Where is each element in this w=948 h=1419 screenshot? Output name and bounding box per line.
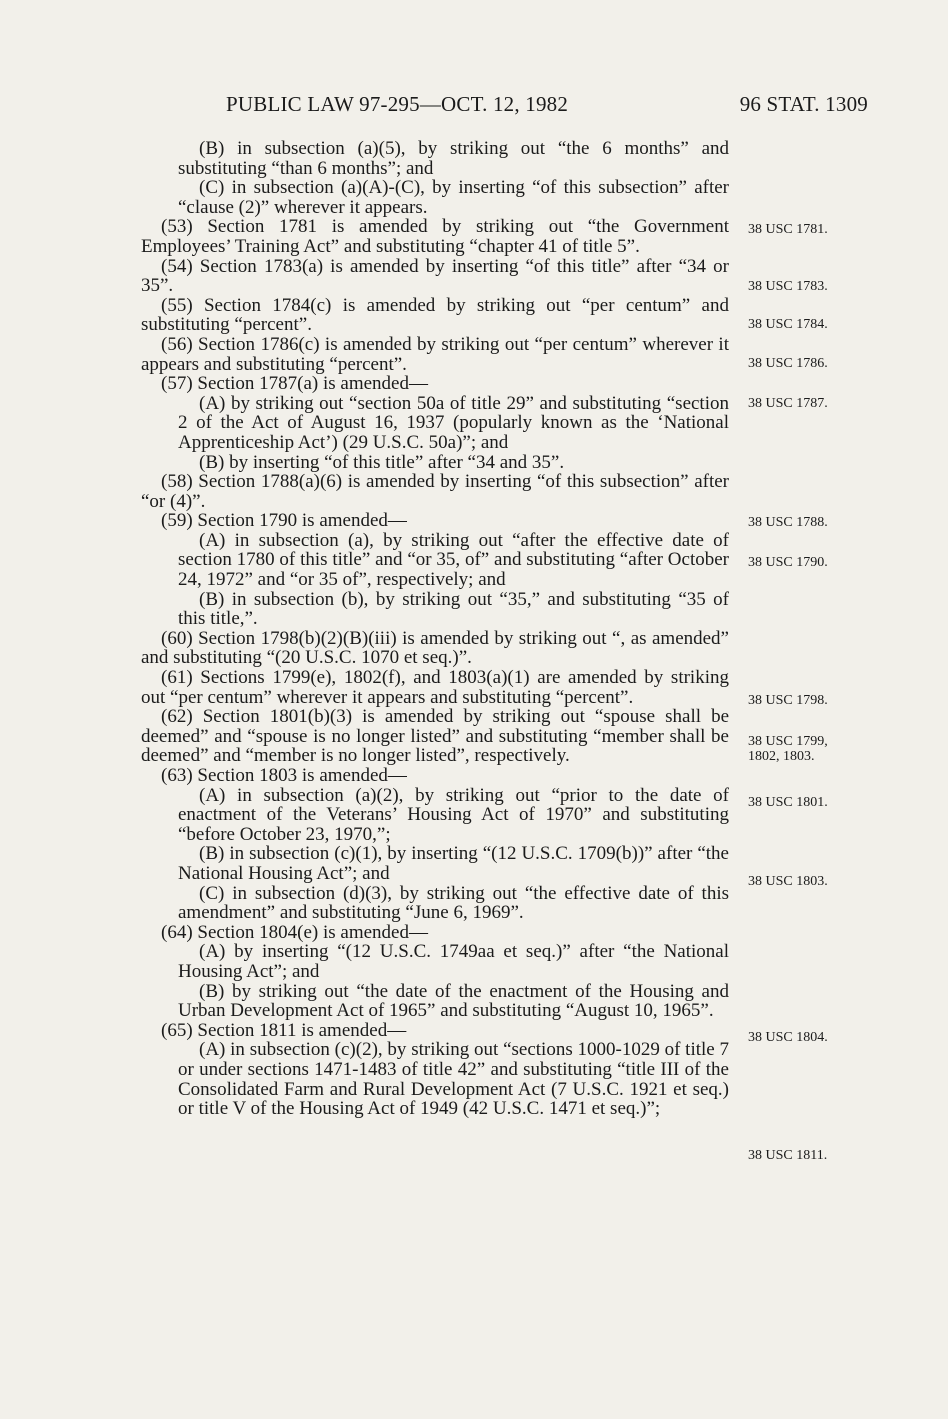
paragraph: (A) by inserting “(12 U.S.C. 1749aa et seq.)” after “the National Housing Act”; and (178, 941, 729, 982)
paragraph: (58) Section 1788(a)(6) is amended by inserting “of this subsection” after “or (4)”. (141, 471, 729, 512)
running-head: PUBLIC LAW 97-295—OCT. 12, 1982 (226, 92, 569, 116)
paragraph: (59) Section 1790 is amended— (161, 510, 407, 532)
margin-citation: 38 USC 1799, 1802, 1803. (748, 734, 828, 764)
paragraph: (62) Section 1801(b)(3) is amended by striking out “spouse shall be deemed” and “spouse is no longer listed” and substituting “member shall be deemed” and “member is no longer listed”, respectively. (141, 706, 729, 767)
paragraph: (B) by inserting “of this title” after “34 and 35”. (199, 451, 565, 473)
body-text (141, 139, 729, 1119)
margin-citation: 38 USC 1790. (748, 555, 828, 570)
paragraph: (56) Section 1786(c) is amended by striking out “per centum” wherever it appears and substituting “percent”. (141, 333, 729, 375)
margin-citation: 38 USC 1783. (748, 279, 828, 294)
margin-citation: 38 USC 1784. (748, 317, 828, 332)
paragraph: (54) Section 1783(a) is amended by inserting “of this title” after “34 or 35”. (141, 255, 729, 297)
paragraph: (B) in subsection (a)(5), by striking out “the 6 months” and substituting “than 6 months”; and (178, 138, 729, 179)
margin-citation: 38 USC 1798. (748, 693, 828, 708)
paragraph: (55) Section 1784(c) is amended by striking out “per centum” and substituting “percent”. (141, 294, 729, 336)
paragraph: (65) Section 1811 is amended— (161, 1019, 407, 1041)
paragraph: (C) in subsection (a)(A)-(C), by inserting “of this subsection” after “clause (2)” wherever it appears. (178, 177, 729, 218)
paragraph: (B) by striking out “the date of the enactment of the Housing and Urban Development Act of 1965” and substituting “August 10, 1965”. (178, 980, 729, 1022)
paragraph: (60) Section 1798(b)(2)(B)(iii) is amended by striking out “, as amended” and substituting “(20 U.S.C. 1070 et seq.)”. (141, 627, 729, 669)
paragraph: (A) in subsection (c)(2), by striking out “sections 1000-1029 of title 7 or under sections 1471-1483 of title 42” and substituting “title III of the Consolidated Farm and Rural Development Act (7 U.S.C. 1921 et seq.) or title V of the Housing Act of 1949 (42 U.S.C. 1471 et seq.)”; (178, 1039, 729, 1120)
paragraph: (A) by striking out “section 50a of title 29” and substituting “section 2 of the Act of August 16, 1937 (popularly known as the ‘National Apprenticeship Act’) (29 U.S.C. 50a)”; and (178, 392, 729, 453)
paragraph: (A) in subsection (a), by striking out “after the effective date of section 1780 of this title” and “or 35, of” and substituting “after October 24, 1972” and “or 35 of”, respectively; and (178, 529, 729, 591)
statute-page-reference: 96 STAT. 1309 (739, 92, 868, 116)
paragraph: (B) in subsection (b), by striking out “35,” and substituting “35 of this title,”. (178, 588, 729, 630)
paragraph: (57) Section 1787(a) is amended— (161, 373, 428, 395)
margin-citation: 38 USC 1803. (748, 874, 828, 889)
paragraph: (A) in subsection (a)(2), by striking out “prior to the date of enactment of the Veterans’ Housing Act of 1970” and substituting “before October 23, 1970,”; (178, 784, 729, 845)
margin-citation: 38 USC 1788. (748, 515, 828, 530)
margin-citation: 38 USC 1787. (748, 396, 828, 411)
margin-citation: 38 USC 1801. (748, 795, 828, 810)
paragraph: (63) Section 1803 is amended— (161, 765, 407, 786)
margin-citation: 38 USC 1811. (748, 1148, 828, 1163)
paragraph: (61) Sections 1799(e), 1802(f), and 1803(a)(1) are amended by striking out “per centum” wherever it appears and substituting “percent”. (141, 667, 729, 708)
paragraph: (B) in subsection (c)(1), by inserting “(12 U.S.C. 1709(b))” after “the National Housing Act”; and (178, 843, 729, 884)
margin-citation: 38 USC 1781. (748, 222, 828, 237)
margin-citation: 38 USC 1804. (748, 1030, 828, 1045)
margin-citation: 38 USC 1786. (748, 356, 828, 371)
paragraph: (C) in subsection (d)(3), by striking out “the effective date of this amendment” and substituting “June 6, 1969”. (178, 882, 729, 924)
paragraph: (53) Section 1781 is amended by striking out “the Government Employees’ Training Act” and substituting “chapter 41 of title 5”. (141, 216, 729, 257)
paragraph: (64) Section 1804(e) is amended— (161, 921, 428, 943)
